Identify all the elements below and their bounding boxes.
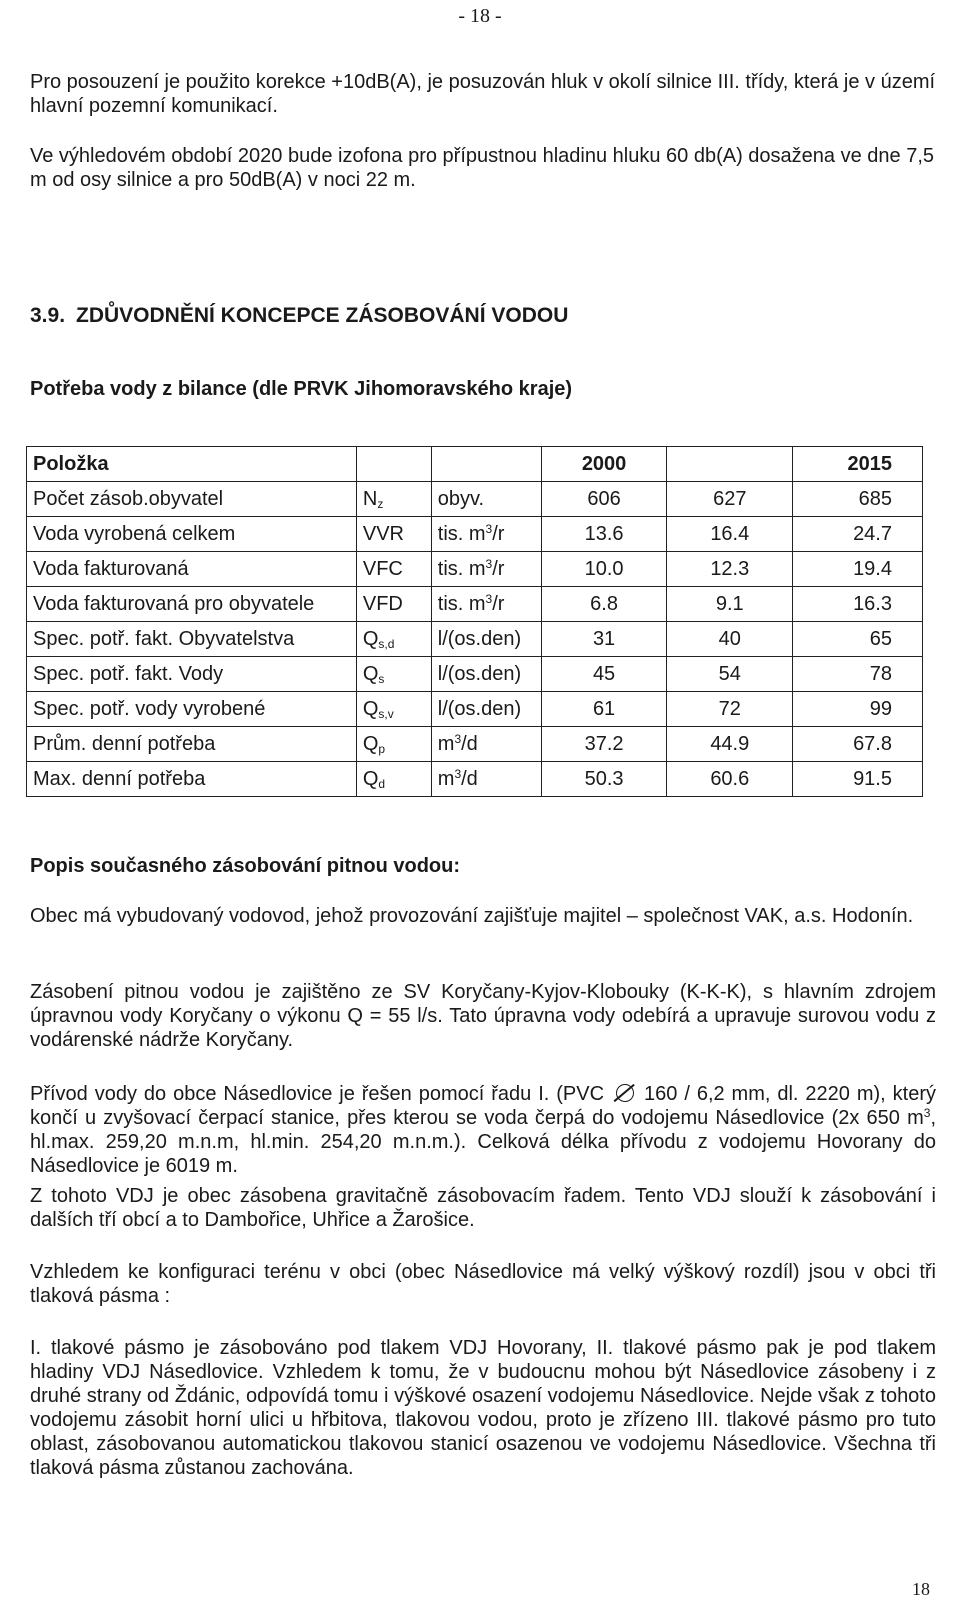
table-row [27,517,923,552]
table-caption: Potřeba vody z bilance (dle PRVK Jihomoravského kraje) [30,378,573,400]
row-symbol: VFD [356,587,431,622]
table-row [27,587,923,622]
value-mid: 627 [667,482,793,517]
row-label: Voda fakturovaná [27,552,357,587]
diameter-icon [610,1084,638,1102]
value-mid: 12.3 [667,552,793,587]
value-2000: 37.2 [541,727,667,762]
row-unit: tis. $m^3/r$ [431,587,541,622]
intro-paragraph-1: Pro posouzení je použito korekce +10dB(A), je posuzován hluk v okolí silnice III. třídy, která je v území hlavní pozemní komunikací. [30,71,936,117]
section-number: 3.9. [30,304,66,327]
row-unit: l/(os.den) [431,692,541,727]
value-2000: 6.8 [541,587,667,622]
table-row [27,692,923,727]
value-2015: 16.3 [793,587,923,622]
section-title: ZDŮVODNĚNÍ KONCEPCE ZÁSOBOVÁNÍ VODOU [76,304,569,327]
value-mid: 9.1 [667,587,793,622]
value-mid: 60.6 [667,762,793,797]
page-number: 18 [912,1579,930,1599]
row-unit: $m^3/d$ [431,762,541,797]
row-label: Prům. denní potřeba [27,727,357,762]
row-symbol: $Q_p$ [356,727,431,762]
value-2000: 13.6 [541,517,667,552]
row-unit: $m^3/d$ [431,727,541,762]
supply-paragraph-2: Zásobení pitnou vodou je zajištěno ze SV Koryčany-Kyjov-Klobouky (K-K-K), s hlavním zdrojem úpravnou vody Koryčany o výkonu Q = 55 l/s. Tato úpravna vody odebírá a upravuje surovou vodu z vodárenské nádrže Koryčany. [30,981,936,1051]
value-mid: 54 [667,657,793,692]
header-year-2000: 2000 [541,447,667,482]
row-symbol: VVR [356,517,431,552]
row-unit: l/(os.den) [431,622,541,657]
supply-paragraph-4: Z tohoto VDJ je obec zásobena gravitačně zásobovacím řadem. Tento VDJ slouží k zásobování i dalších tří obcí a to Dambořice, Uhřice a Žarošice. [30,1185,936,1231]
value-mid: 16.4 [667,517,793,552]
table-row [27,762,923,797]
row-unit: obyv. [431,482,541,517]
value-2000: 606 [541,482,667,517]
row-symbol: $Q_{s,d}$ [356,622,431,657]
supply-paragraph-1: Obec má vybudovaný vodovod, jehož provozování zajišťuje majitel – společnost VAK, a.s. Hodonín. [30,905,914,927]
value-2015: 91.5 [793,762,923,797]
value-2000: 50.3 [541,762,667,797]
row-unit: tis. $m^3/r$ [431,517,541,552]
value-2000: 10.0 [541,552,667,587]
supply-paragraph-5: Vzhledem ke konfiguraci terénu v obci (obec Násedlovice má velký výškový rozdíl) jsou v obci tři tlaková pásma : [30,1261,936,1307]
value-2015: 65 [793,622,923,657]
row-symbol: $Q_s$ [356,657,431,692]
table-row [27,552,923,587]
row-symbol: $N_z$ [356,482,431,517]
value-2015: 19.4 [793,552,923,587]
value-2000: 61 [541,692,667,727]
table-row [27,482,923,517]
value-2015: 99 [793,692,923,727]
section-heading [30,303,568,328]
header-year-2015: 2015 [793,447,923,482]
row-label: Voda vyrobená celkem [27,517,357,552]
value-mid: 72 [667,692,793,727]
page-header-marker: - 18 - [458,5,502,27]
supply-paragraph-6: I. tlakové pásmo je zásobováno pod tlakem VDJ Hovorany, II. tlakové pásmo pak je pod tlakem hladiny VDJ Násedlovice. Vzhledem k tomu, že v budoucnu mohou být Násedlovice zásobeny i z druhé strany od Ždánic, odpovídá tomu i výškové osazení vodojemu Násedlovice. Nejde však z tohoto vodojemu zásobit horní ulici u hřbitova, tlakovou vodou, proto je zřízeno III. tlakové pásmo pro tuto oblast, zásobovanou automatickou tlakovou stanicí osazenou ve vodojemu Násedlovice. Všechna tři tlaková pásma zůstanou zachována. [30,1337,936,1479]
value-2015: 67.8 [793,727,923,762]
row-symbol: VFC [356,552,431,587]
table-header-row [27,447,923,482]
supply-heading: Popis současného zásobování pitnou vodou: [30,855,461,877]
row-label: Voda fakturovaná pro obyvatele [27,587,357,622]
table-row [27,657,923,692]
supply-paragraph-3: Přívod vody do obce Násedlovice je řešen pomocí řadu I. (PVC 160 / 6,2 mm, dl. 2220 m), který končí u zvyšovací čerpací stanice, přes kterou se voda čerpá do vodojemu Násedlovice (2x 650 $m^3$, hl.max. 259,20 m.n.m, hl.min. 254,20 m.n.m.). Celková délka přívodu z vodojemu Hovorany do Násedlovice je 6019 m. [30,1083,936,1177]
value-2000: 31 [541,622,667,657]
value-mid: 40 [667,622,793,657]
table-row [27,622,923,657]
row-label: Spec. potř. fakt. Vody [27,657,357,692]
value-mid: 44.9 [667,727,793,762]
value-2015: 24.7 [793,517,923,552]
intro-paragraph-2: Ve výhledovém období 2020 bude izofona pro přípustnou hladinu hluku 60 db(A) dosažena ve dne 7,5 m od osy silnice a pro 50dB(A) v noci 22 m. [30,145,934,191]
header-item: Položka [27,447,357,482]
row-symbol: $Q_d$ [356,762,431,797]
value-2015: 685 [793,482,923,517]
value-2015: 78 [793,657,923,692]
row-label: Max. denní potřeba [27,762,357,797]
row-label: Počet zásob.obyvatel [27,482,357,517]
row-symbol: $Q_{s,v}$ [356,692,431,727]
table-row [27,727,923,762]
row-label: Spec. potř. vody vyrobené [27,692,357,727]
water-demand-table [26,446,923,797]
row-unit: l/(os.den) [431,657,541,692]
value-2000: 45 [541,657,667,692]
row-label: Spec. potř. fakt. Obyvatelstva [27,622,357,657]
row-unit: tis. $m^3/r$ [431,552,541,587]
